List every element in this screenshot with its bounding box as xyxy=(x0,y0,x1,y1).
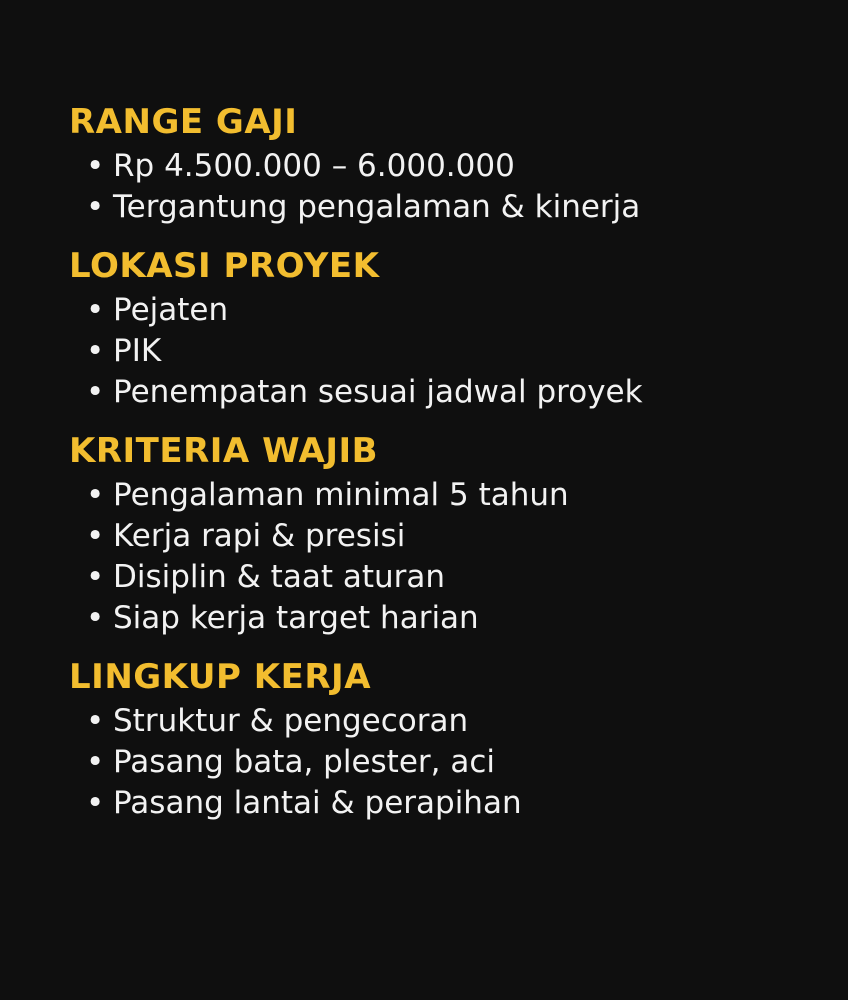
section-kriteria-wajib xyxy=(69,427,848,639)
list-item xyxy=(86,598,848,639)
list-item xyxy=(86,331,848,372)
section-title: LINGKUP KERJA xyxy=(69,657,372,697)
list-item xyxy=(86,146,848,187)
item-text: Pasang lantai & perapihan xyxy=(113,785,522,821)
item-text: Pejaten xyxy=(113,292,229,328)
list-item xyxy=(86,783,848,824)
bullet-icon: • xyxy=(86,785,105,821)
section-title: RANGE GAJI xyxy=(69,102,298,142)
item-text: Pengalaman minimal 5 tahun xyxy=(113,477,569,513)
section-range-gaji xyxy=(69,98,848,228)
item-text: Penempatan sesuai jadwal proyek xyxy=(113,374,643,410)
item-list xyxy=(69,290,848,413)
item-text: Struktur & pengecoran xyxy=(113,703,469,739)
bullet-icon: • xyxy=(86,189,105,225)
list-item xyxy=(86,372,848,413)
list-item xyxy=(86,701,848,742)
bullet-icon: • xyxy=(86,477,105,513)
item-text: Pasang bata, plester, aci xyxy=(113,744,496,780)
list-item xyxy=(86,290,848,331)
item-text: Siap kerja target harian xyxy=(113,600,479,636)
list-item xyxy=(86,187,848,228)
section-lingkup-kerja xyxy=(69,653,848,824)
list-item xyxy=(86,742,848,783)
list-item xyxy=(86,557,848,598)
bullet-icon: • xyxy=(86,744,105,780)
bullet-icon: • xyxy=(86,374,105,410)
bullet-icon: • xyxy=(86,292,105,328)
bullet-icon: • xyxy=(86,333,105,369)
item-list xyxy=(69,701,848,824)
bullet-icon: • xyxy=(86,148,105,184)
bullet-icon: • xyxy=(86,600,105,636)
bullet-icon: • xyxy=(86,518,105,554)
section-title: KRITERIA WAJIB xyxy=(69,431,379,471)
item-text: Rp 4.500.000 – 6.000.000 xyxy=(113,148,515,184)
item-list xyxy=(69,475,848,639)
item-text: Kerja rapi & presisi xyxy=(113,518,406,554)
item-text: Disiplin & taat aturan xyxy=(113,559,446,595)
list-item xyxy=(86,475,848,516)
section-title: LOKASI PROYEK xyxy=(69,246,380,286)
item-list xyxy=(69,146,848,228)
bullet-icon: • xyxy=(86,703,105,739)
bullet-icon: • xyxy=(86,559,105,595)
item-text: PIK xyxy=(113,333,162,369)
section-lokasi-proyek xyxy=(69,242,848,413)
list-item xyxy=(86,516,848,557)
item-text: Tergantung pengalaman & kinerja xyxy=(113,189,641,225)
